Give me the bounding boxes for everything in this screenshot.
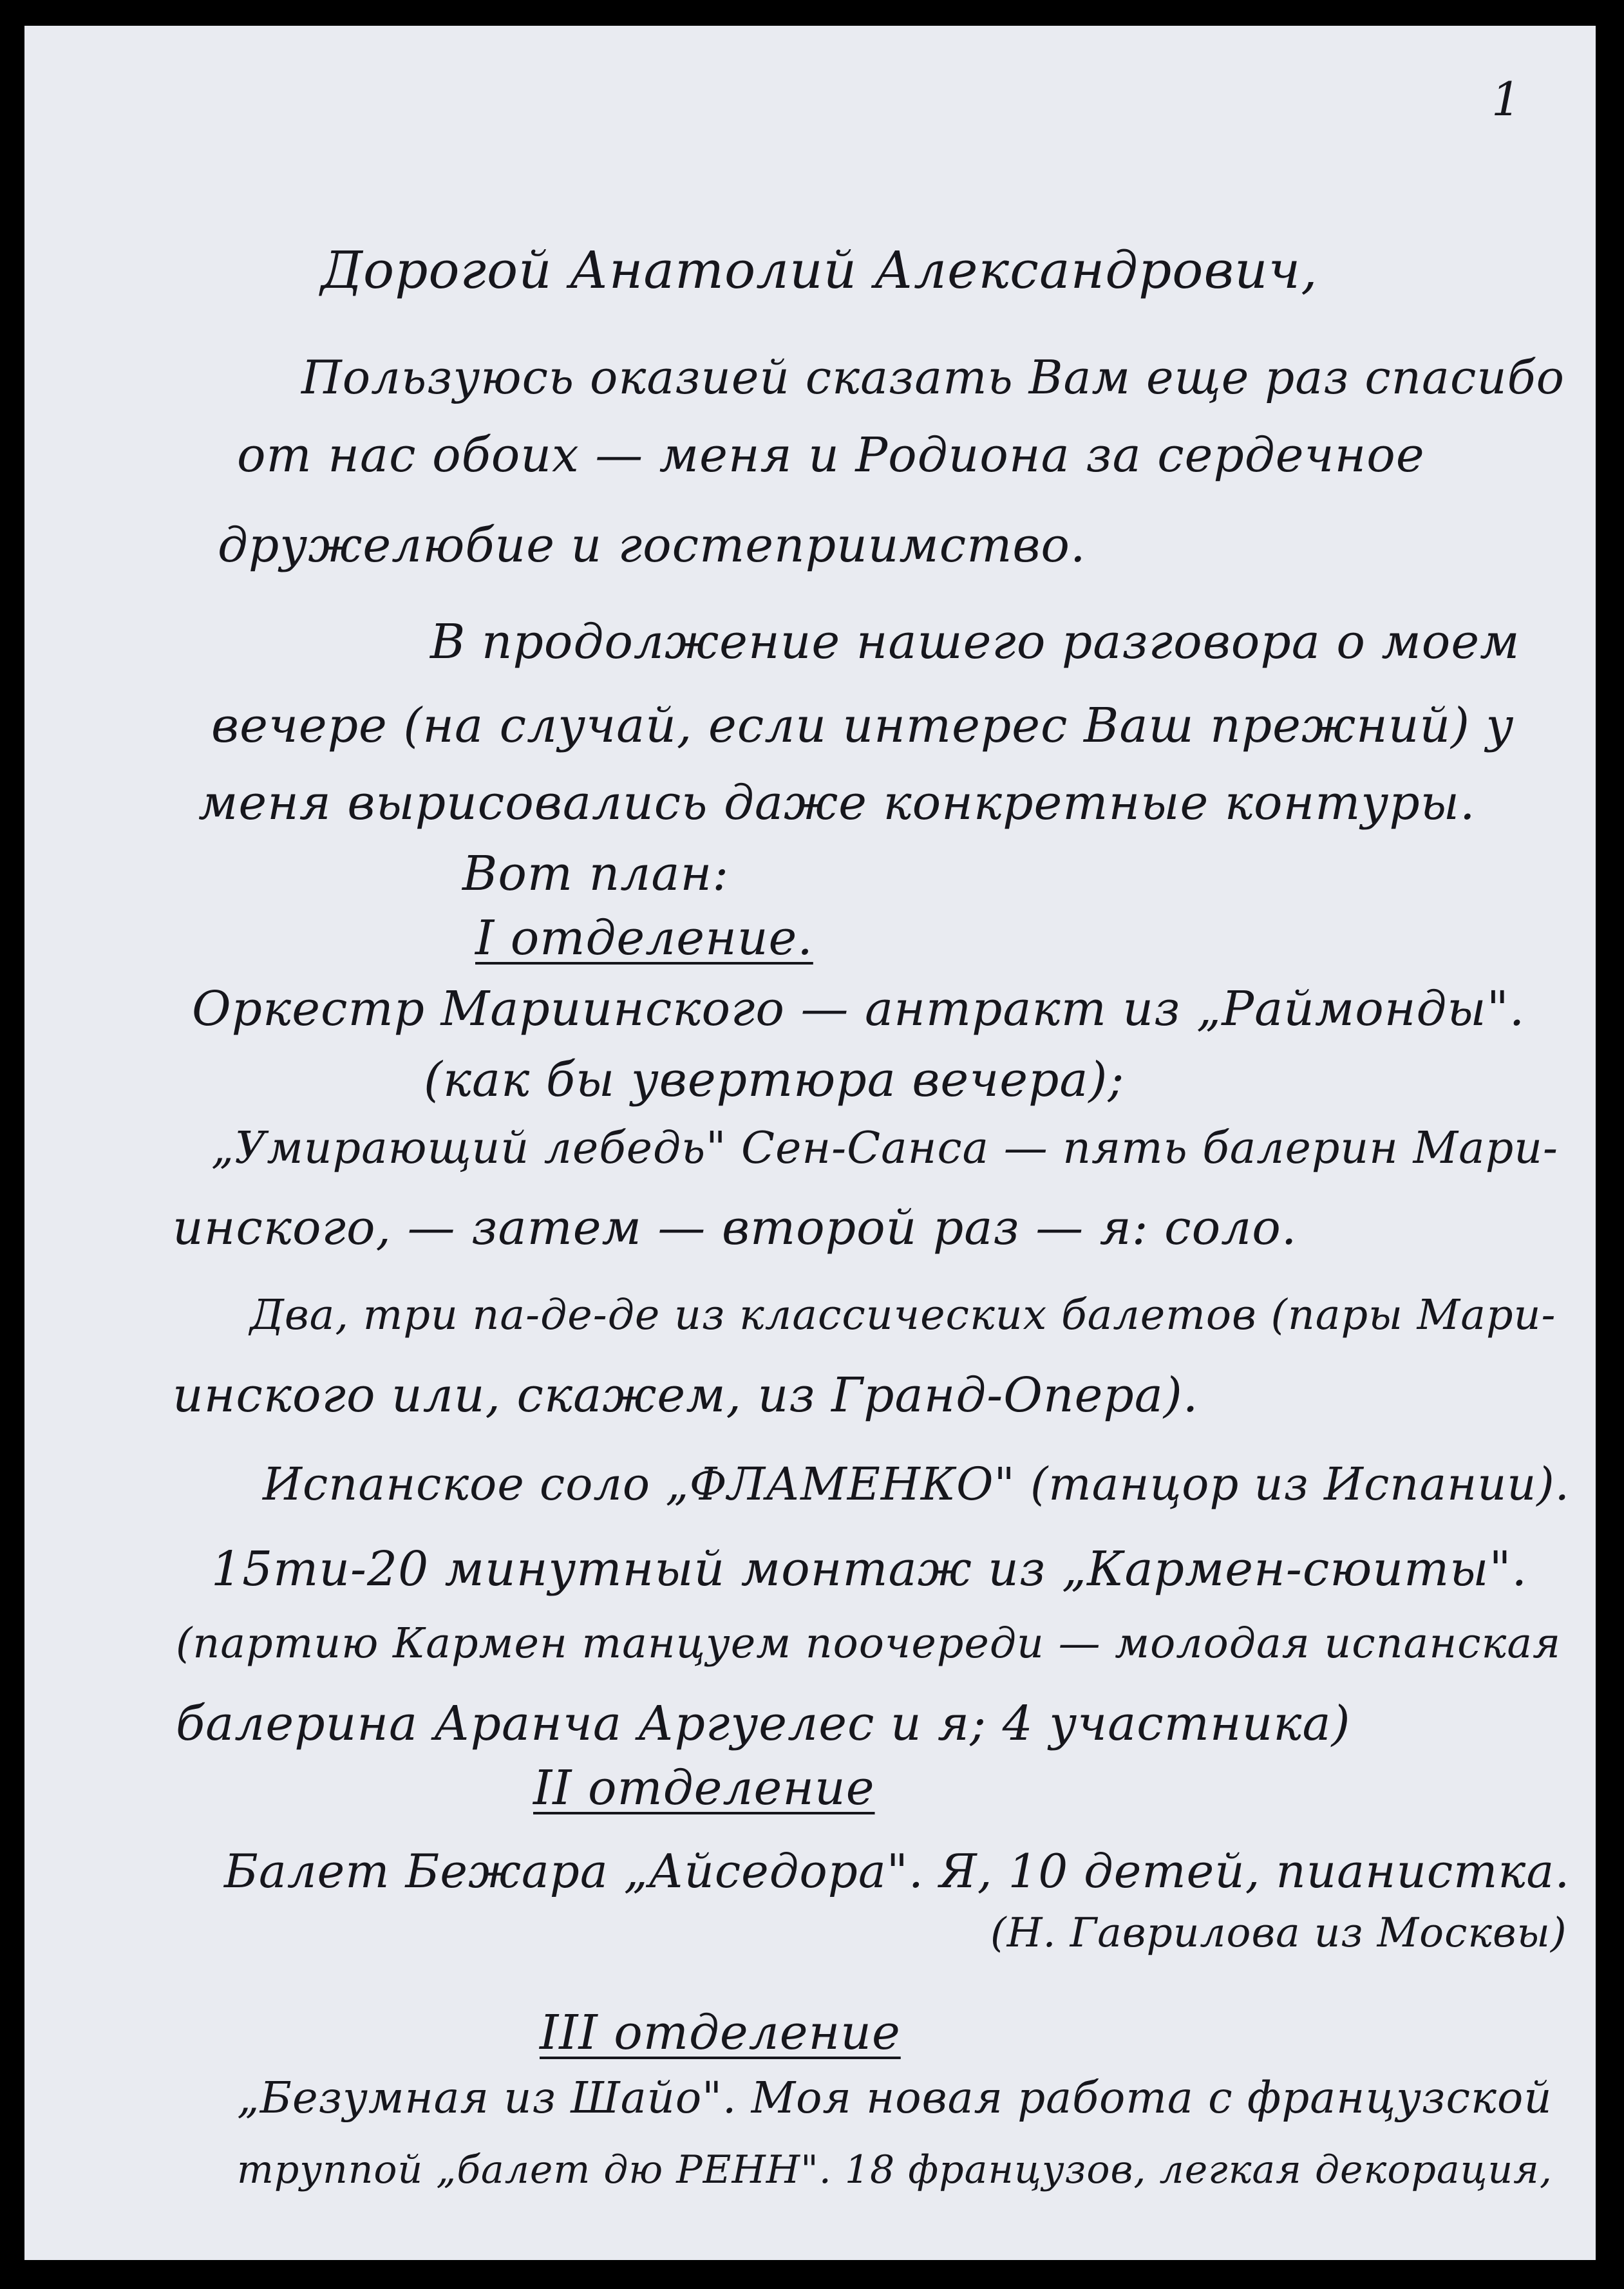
text-line: 15ти-20 минутный монтаж из „Кармен-сюиты". [211, 1541, 1528, 1597]
text-line: дружелюбие и гостеприимство. [218, 518, 1086, 573]
salutation: Дорогой Анатолий Александрович, [321, 240, 1318, 300]
text-line: вечере (на случай, если интерес Ваш прежний) у [211, 698, 1515, 753]
section-heading-2: II отделение [533, 1760, 875, 1816]
text-line: Вот план: [462, 846, 730, 901]
text-line: Испанское соло „ФЛАМЕНКО" (танцор из Испании). [263, 1458, 1570, 1511]
text-line: балерина Аранча Аргуелес и я; 4 участника) [176, 1696, 1351, 1751]
text-line: В продолжение нашего разговора о моем [430, 614, 1520, 670]
text-line: инского, — затем — второй раз — я: соло. [173, 1200, 1298, 1256]
text-line: „Умирающий лебедь" Сен-Санса — пять балерин Мари- [211, 1123, 1559, 1174]
text-line: (как бы увертюра вечера); [424, 1052, 1125, 1107]
section-heading-3: III отделение [540, 2005, 901, 2060]
text-line: труппой „балет дю РЕНН". 18 французов, легкая декорация, [237, 2147, 1553, 2192]
text-line: „Безумная из Шайо". Моя новая работа с французской [237, 2073, 1553, 2123]
text-line: Два, три па-де-де из классических балетов (пары Мари- [250, 1291, 1556, 1339]
letter-page [24, 26, 1596, 2260]
text-line: Пользуюсь оказией сказать Вам еще раз спасибо [301, 350, 1565, 404]
page-number: 1 [1491, 72, 1522, 126]
text-line: от нас обоих — меня и Родиона за сердечное [237, 428, 1425, 483]
text-line: (Н. Гаврилова из Москвы) [990, 1909, 1567, 1956]
section-heading-1: I отделение. [475, 910, 813, 966]
text-line: инского или, скажем, из Гранд-Опера). [173, 1368, 1199, 1423]
text-line: Оркестр Мариинского — антракт из „Раймонды". [192, 981, 1525, 1037]
text-line: (партию Кармен танцуем поочереди — молодая испанская [176, 1619, 1562, 1668]
text-line: Балет Бежара „Айседора". Я, 10 детей, пианистка. [224, 1844, 1571, 1898]
text-line: меня вырисовались даже конкретные контуры. [198, 775, 1476, 831]
